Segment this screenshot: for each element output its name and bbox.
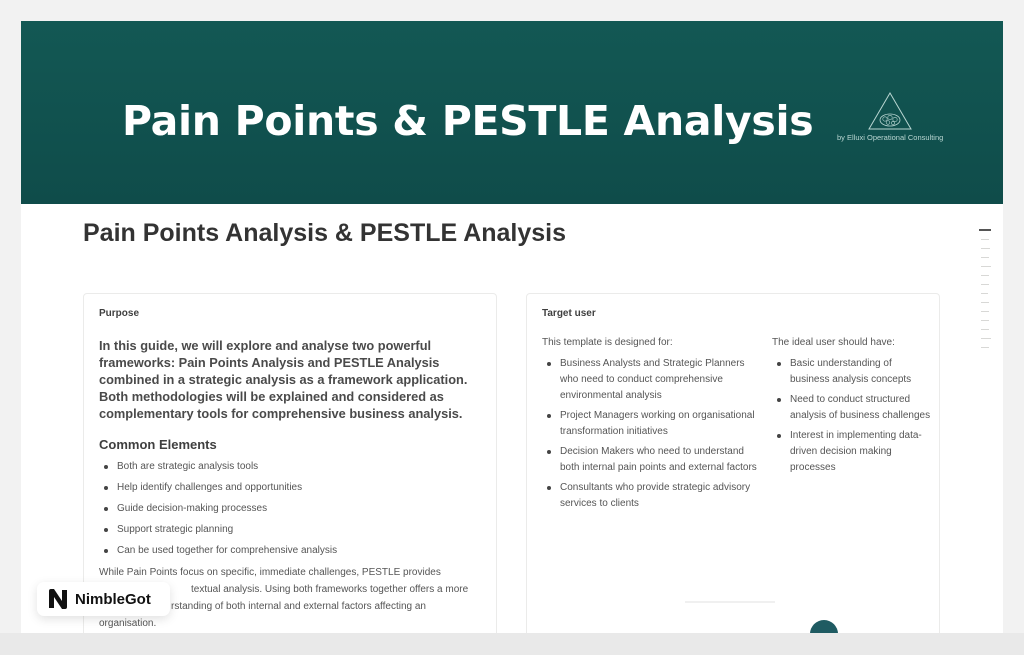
list-item: Support strategic planning [99, 523, 337, 536]
toc-item[interactable] [981, 248, 990, 249]
toc-item[interactable] [981, 320, 989, 321]
ideal-user-intro: The ideal user should have: [772, 337, 895, 348]
common-elements-heading: Common Elements [99, 437, 217, 452]
toc-item[interactable] [979, 229, 991, 231]
toc-item[interactable] [981, 338, 991, 339]
outro-line: organisation. [99, 618, 157, 629]
cover-banner [21, 21, 1003, 204]
cover-title: Pain Points & PESTLE Analysis [122, 97, 814, 145]
target-user-label: Target user [542, 308, 596, 319]
toc-item[interactable] [981, 266, 991, 267]
purpose-label: Purpose [99, 308, 140, 319]
list-item: Interest in implementing data-driven decision making processes [772, 428, 932, 476]
common-elements-list [99, 460, 337, 565]
notion-page [21, 21, 1003, 633]
toc-item[interactable] [981, 257, 989, 258]
nimblegot-brand: NimbleGot [75, 590, 151, 608]
list-item: Help identify challenges and opportunities [99, 481, 337, 494]
list-item: Decision Makers who need to understand both internal pain points and external factors [542, 444, 757, 476]
page-title: Pain Points Analysis & PESTLE Analysis [83, 219, 567, 247]
toc-item[interactable] [981, 329, 989, 330]
list-item: Need to conduct structured analysis of business challenges [772, 392, 932, 424]
outro-line: While Pain Points focus on specific, immediate challenges, PESTLE provides [99, 567, 441, 578]
toc-item[interactable] [981, 293, 988, 294]
target-user-card [526, 293, 940, 633]
designed-for-list [542, 356, 757, 512]
bottom-band [0, 633, 1024, 655]
toc-item[interactable] [981, 284, 989, 285]
triangle-brain-logo-icon [867, 91, 913, 131]
toc-item[interactable] [981, 302, 989, 303]
ideal-user-list [772, 356, 932, 476]
ideal-user-column [772, 337, 932, 480]
list-item: Can be used together for comprehensive analysis [99, 544, 337, 557]
toc-item[interactable] [981, 239, 989, 240]
list-item: Both are strategic analysis tools [99, 460, 337, 473]
faint-divider [685, 601, 775, 603]
list-item: Business Analysts and Strategic Planners who need to conduct comprehensive environmental analysis [542, 356, 757, 404]
cover-byline: by Elluxi Operational Consulting [837, 133, 944, 142]
avatar [810, 620, 838, 633]
toc-item[interactable] [981, 275, 989, 276]
toc-item[interactable] [981, 311, 989, 312]
list-item: Project Managers working on organisational transformation initiatives [542, 408, 757, 440]
outro-line: rstanding of both internal and external factors affecting an [171, 601, 426, 612]
designed-for-intro: This template is designed for: [542, 337, 673, 348]
nimblegot-watermark-badge [37, 582, 170, 616]
list-item: Consultants who provide strategic advisory services to clients [542, 480, 757, 512]
list-item: Guide decision-making processes [99, 502, 337, 515]
table-of-contents-minimap[interactable] [979, 229, 991, 356]
designed-for-column [542, 337, 757, 516]
purpose-lead-text: In this guide, we will explore and analyse two powerful frameworks: Pain Points Analysis and PESTLE Analysis combined in a strategic analysis as a framework application. Both methodologies will be explained and considered as complementary tools for comprehensive business analysis. [99, 338, 468, 421]
list-item: Basic understanding of business analysis concepts [772, 356, 932, 388]
nimblegot-logo-icon [47, 588, 69, 610]
toc-item[interactable] [981, 347, 989, 348]
outro-line: textual analysis. Using both frameworks together offers a more [191, 584, 469, 595]
